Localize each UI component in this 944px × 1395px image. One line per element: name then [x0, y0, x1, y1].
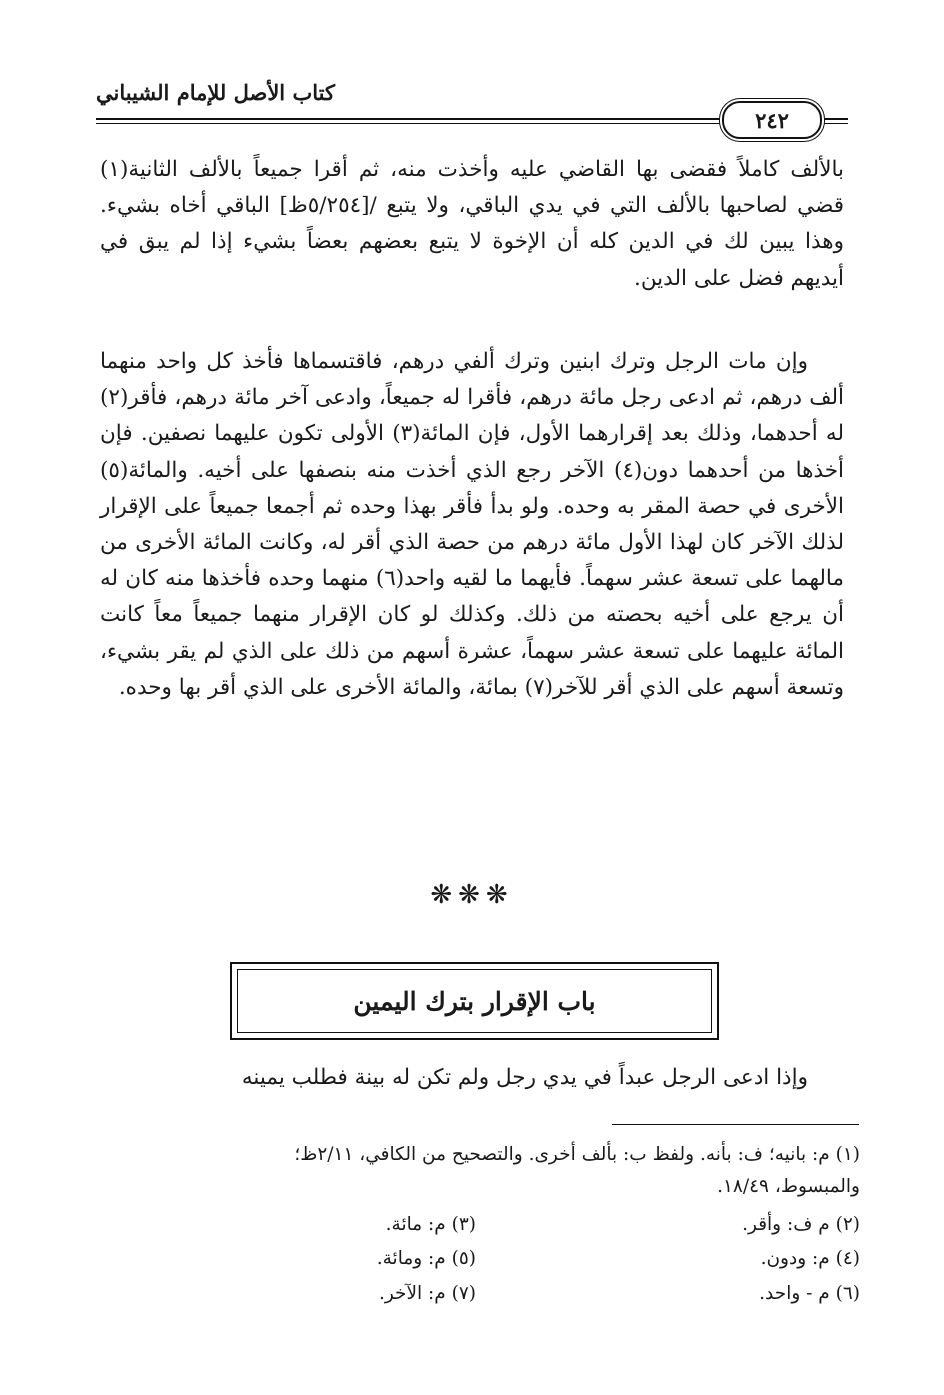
- footnote-divider: [612, 1124, 859, 1125]
- footnote-6: (٦) م - واحد.: [759, 1283, 860, 1304]
- section-separator: ❋❋❋: [430, 880, 514, 910]
- page-number-badge: ٢٤٢: [722, 101, 822, 139]
- paragraph-2: وإن مات الرجل وترك ابنين وترك ألفي درهم، فاقتسماها فأخذ كل واحد منهما ألف درهم، ثم ادعى رجل مائة درهم، فأقرا له جميعاً، وادعى آخر مائة درهم، فأقر(٢) له أحدهما، وذلك بعد إقرارهما الأول، فإن المائة(٣) الأولى تكون عليهما نصفين. فإن أخذها من أحدهما دون(٤) الآخر رجع الذي أخذت منه بنصفها على أخيه. والمائة(٥) الأخرى في حصة المقر به وحده. ولو بدأ فأقر بهذا وحده ثم أجمعا جميعاً على الإقرار لذلك الآخر كان لهذا الأول مائة درهم من حصة الذي أقر له، وكانت المائة الأخرى من مالهما على تسعة عشر سهماً. فأيهما ما لقيه واحد(٦) منهما وحده فأخذها منه كان له أن يرجع على أخيه بحصته من ذلك. وكذلك لو كان الإقرار منهما جميعاً معاً كانت المائة عليهما على تسعة عشر سهماً، عشرة أسهم من ذلك على الذي لم يقر بشيء، وتسعة أسهم على الذي أقر للآخر(٧) بمائة، والمائة الأخرى على الذي أقر بها وحده.: [100, 349, 845, 700]
- footnote-1-line-1: (١) م: بانيه؛ ف: بأنه. ولفظ ب: بألف أخرى. والتصحيح من الكافي، ٢/١١ظ؛: [294, 1144, 860, 1165]
- footnote-4: (٤) م: ودون.: [760, 1248, 860, 1269]
- paragraph-3: وإذا ادعى الرجل عبداً في يدي رجل ولم تكن له بينة فطلب يمينه: [241, 1065, 808, 1090]
- footnote-3: (٣) م: مائة.: [385, 1214, 476, 1235]
- footnote-2: (٢) م ف: وأقر.: [742, 1214, 860, 1235]
- chapter-heading: باب الإقرار بترك اليمين: [237, 969, 712, 1033]
- chapter-heading-frame: [230, 962, 719, 1040]
- footnote-5: (٥) م: ومائة.: [376, 1248, 476, 1269]
- running-header-title: كتاب الأصل للإمام الشيباني: [96, 80, 335, 105]
- footnote-1-line-2: والمبسوط، ١٨/٤٩.: [717, 1176, 860, 1197]
- footnote-7: (٧) م: الآخر.: [378, 1283, 476, 1304]
- paragraph-1: بالألف كاملاً فقضى بها القاضي عليه وأخذت منه، ثم أقرا جميعاً بالألف الثانية(١) قضي لصاحبها بالألف التي في يدي الباقي، ولا يتبع /[٥/٢٥٤ظ] الباقي أخاه بشيء. وهذا يبين لك في الدين كله أن الإخوة لا يتبع بعضهم بعضاً بشيء إذا لم يبق في أيديهم فضل على الدين.: [100, 157, 844, 291]
